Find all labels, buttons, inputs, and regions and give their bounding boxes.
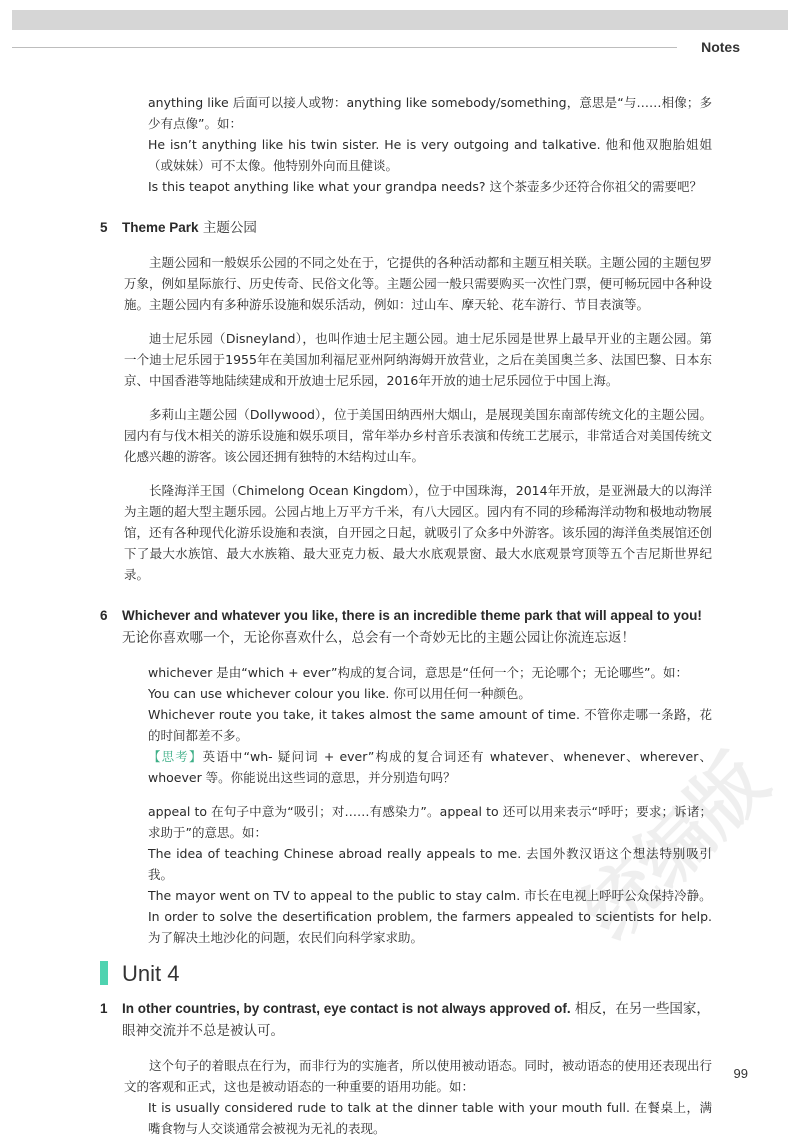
section-title: Theme Park: [122, 220, 199, 235]
paragraph: 主题公园和一般娱乐公园的不同之处在于，它提供的各种活动都和主题互相关联。主题公园的主题包罗万象，例如星际旅行、历史传奇、民俗文化等。主题公园一般只需要购买一次性门票，便可畅玩园中各种设施。主题公园内有多种游乐设施和娱乐活动，例如：过山车、摩天轮、花车游行、节目表演等。: [124, 255, 712, 312]
section-number: 6: [100, 608, 108, 623]
section-title: In other countries, by contrast, eye contact is not always approved of.: [122, 1001, 571, 1016]
section-title-cn: 主题公园: [202, 220, 257, 236]
section-title: Whichever and whatever you like, there is an incredible theme park that will appeal to you!: [122, 608, 702, 623]
paragraph: 迪士尼乐园（Disneyland），也叫作迪士尼主题公园。迪士尼乐园是世界上最早开业的主题公园。第一个迪士尼乐园于1955年在美国加利福尼亚州阿纳海姆开放营业，之后在美国奥兰多、法国巴黎、日本东京、中国香港等地陆续建成和开放迪士尼乐园，2016年开放的迪士尼乐园位于中国上海。: [124, 331, 712, 388]
paragraph: appeal to 在句子中意为“吸引；对……有感染力”。appeal to 还可以用来表示“呼吁；要求；诉诸；求助于”的意思。如：: [148, 804, 712, 840]
paragraph: 长隆海洋王国（Chimelong Ocean Kingdom），位于中国珠海，2014年开放，是亚洲最大的以海洋为主题的超大型主题乐园。公园占地上万平方千米，有八大园区。园内有不同的珍稀海洋动物和极地动物展馆，还有各种现代化游乐设施和表演，自开园之日起，就吸引了众多中外游客。该乐园的海洋鱼类展馆还创下了最大水族馆、最大水族箱、最大亚克力板、最大水底观景窗、最大水底观景穹顶等五个吉尼斯世界纪录。: [124, 483, 712, 582]
section-5-heading: [100, 217, 712, 239]
intro-example: He isn’t anything like his twin sister. He is very outgoing and talkative. 他和他双胞胎姐姐（或妹妹）可不太像。他特别外向而且健谈。: [148, 137, 712, 173]
header-rule: [12, 47, 677, 48]
intro-paragraph: anything like 后面可以接人或物：anything like somebody/something，意思是“与……相像；多少有点像”。如：: [148, 95, 712, 131]
section-6-heading: [100, 605, 712, 649]
section-number: 1: [100, 1001, 108, 1016]
unit-title: Unit 4: [122, 960, 180, 986]
page-content: [100, 92, 712, 1139]
unit4-section-1-heading: [100, 998, 712, 1042]
example: The mayor went on TV to appeal to the public to stay calm. 市长在电视上呼吁公众保持冷静。: [148, 888, 712, 903]
example: The idea of teaching Chinese abroad really appeals to me. 去国外教汉语这个想法特别吸引我。: [148, 846, 712, 882]
example: Whichever route you take, it takes almost the same amount of time. 不管你走哪一条路，花的时间都差不多。: [148, 707, 712, 743]
notes-label: Notes: [701, 39, 740, 55]
example: It is usually considered rude to talk at the dinner table with your mouth full. 在餐桌上，满嘴食物与人交谈通常会被视为无礼的表现。: [148, 1100, 712, 1136]
paragraph: 多莉山主题公园（Dollywood），位于美国田纳西州大烟山，是展现美国东南部传统文化的主题公园。园内有与伐木相关的游乐设施和娱乐项目，常年举办乡村音乐表演和传统工艺展示，非常适合对美国传统文化感兴趣的游客。该公园还拥有独特的木结构过山车。: [124, 407, 712, 464]
intro-example: Is this teapot anything like what your grandpa needs? 这个茶壶多少还符合你祖父的需要吧？: [148, 179, 702, 194]
example: In order to solve the desertification problem, the farmers appealed to scientists for help. 为了解决土地沙化的问题，农民们向科学家求助。: [148, 909, 712, 945]
watermark: 统编版: [566, 738, 785, 957]
section-title-cn: 相反，在另一些国家，眼神交流并不总是被认可。: [122, 1001, 710, 1039]
section-title-cn: 无论你喜欢哪一个，无论你喜欢什么，总会有一个奇妙无比的主题公园让你流连忘返！: [122, 630, 635, 646]
section-number: 5: [100, 220, 108, 235]
header-bar: [12, 10, 788, 30]
unit-accent-bar: [100, 961, 108, 985]
think-label: 【思考】: [148, 749, 203, 764]
example: You can use whichever colour you like. 你可以用任何一种颜色。: [148, 686, 531, 701]
unit-heading: [100, 961, 712, 985]
think-paragraph: [100, 746, 712, 788]
page-number: 99: [733, 1066, 748, 1081]
paragraph: 这个句子的着眼点在行为，而非行为的实施者，所以使用被动语态。同时，被动语态的使用还表现出行文的客观和正式，这也是被动语态的一种重要的语用功能。如：: [124, 1058, 712, 1094]
think-text: 英语中“wh- 疑问词 + ever”构成的复合词还有 whatever、whenever、wherever、whoever 等。你能说出这些词的意思，并分别造句吗？: [148, 749, 712, 785]
paragraph: whichever 是由“which + ever”构成的复合词，意思是“任何一个；无论哪个；无论哪些”。如：: [148, 665, 688, 680]
